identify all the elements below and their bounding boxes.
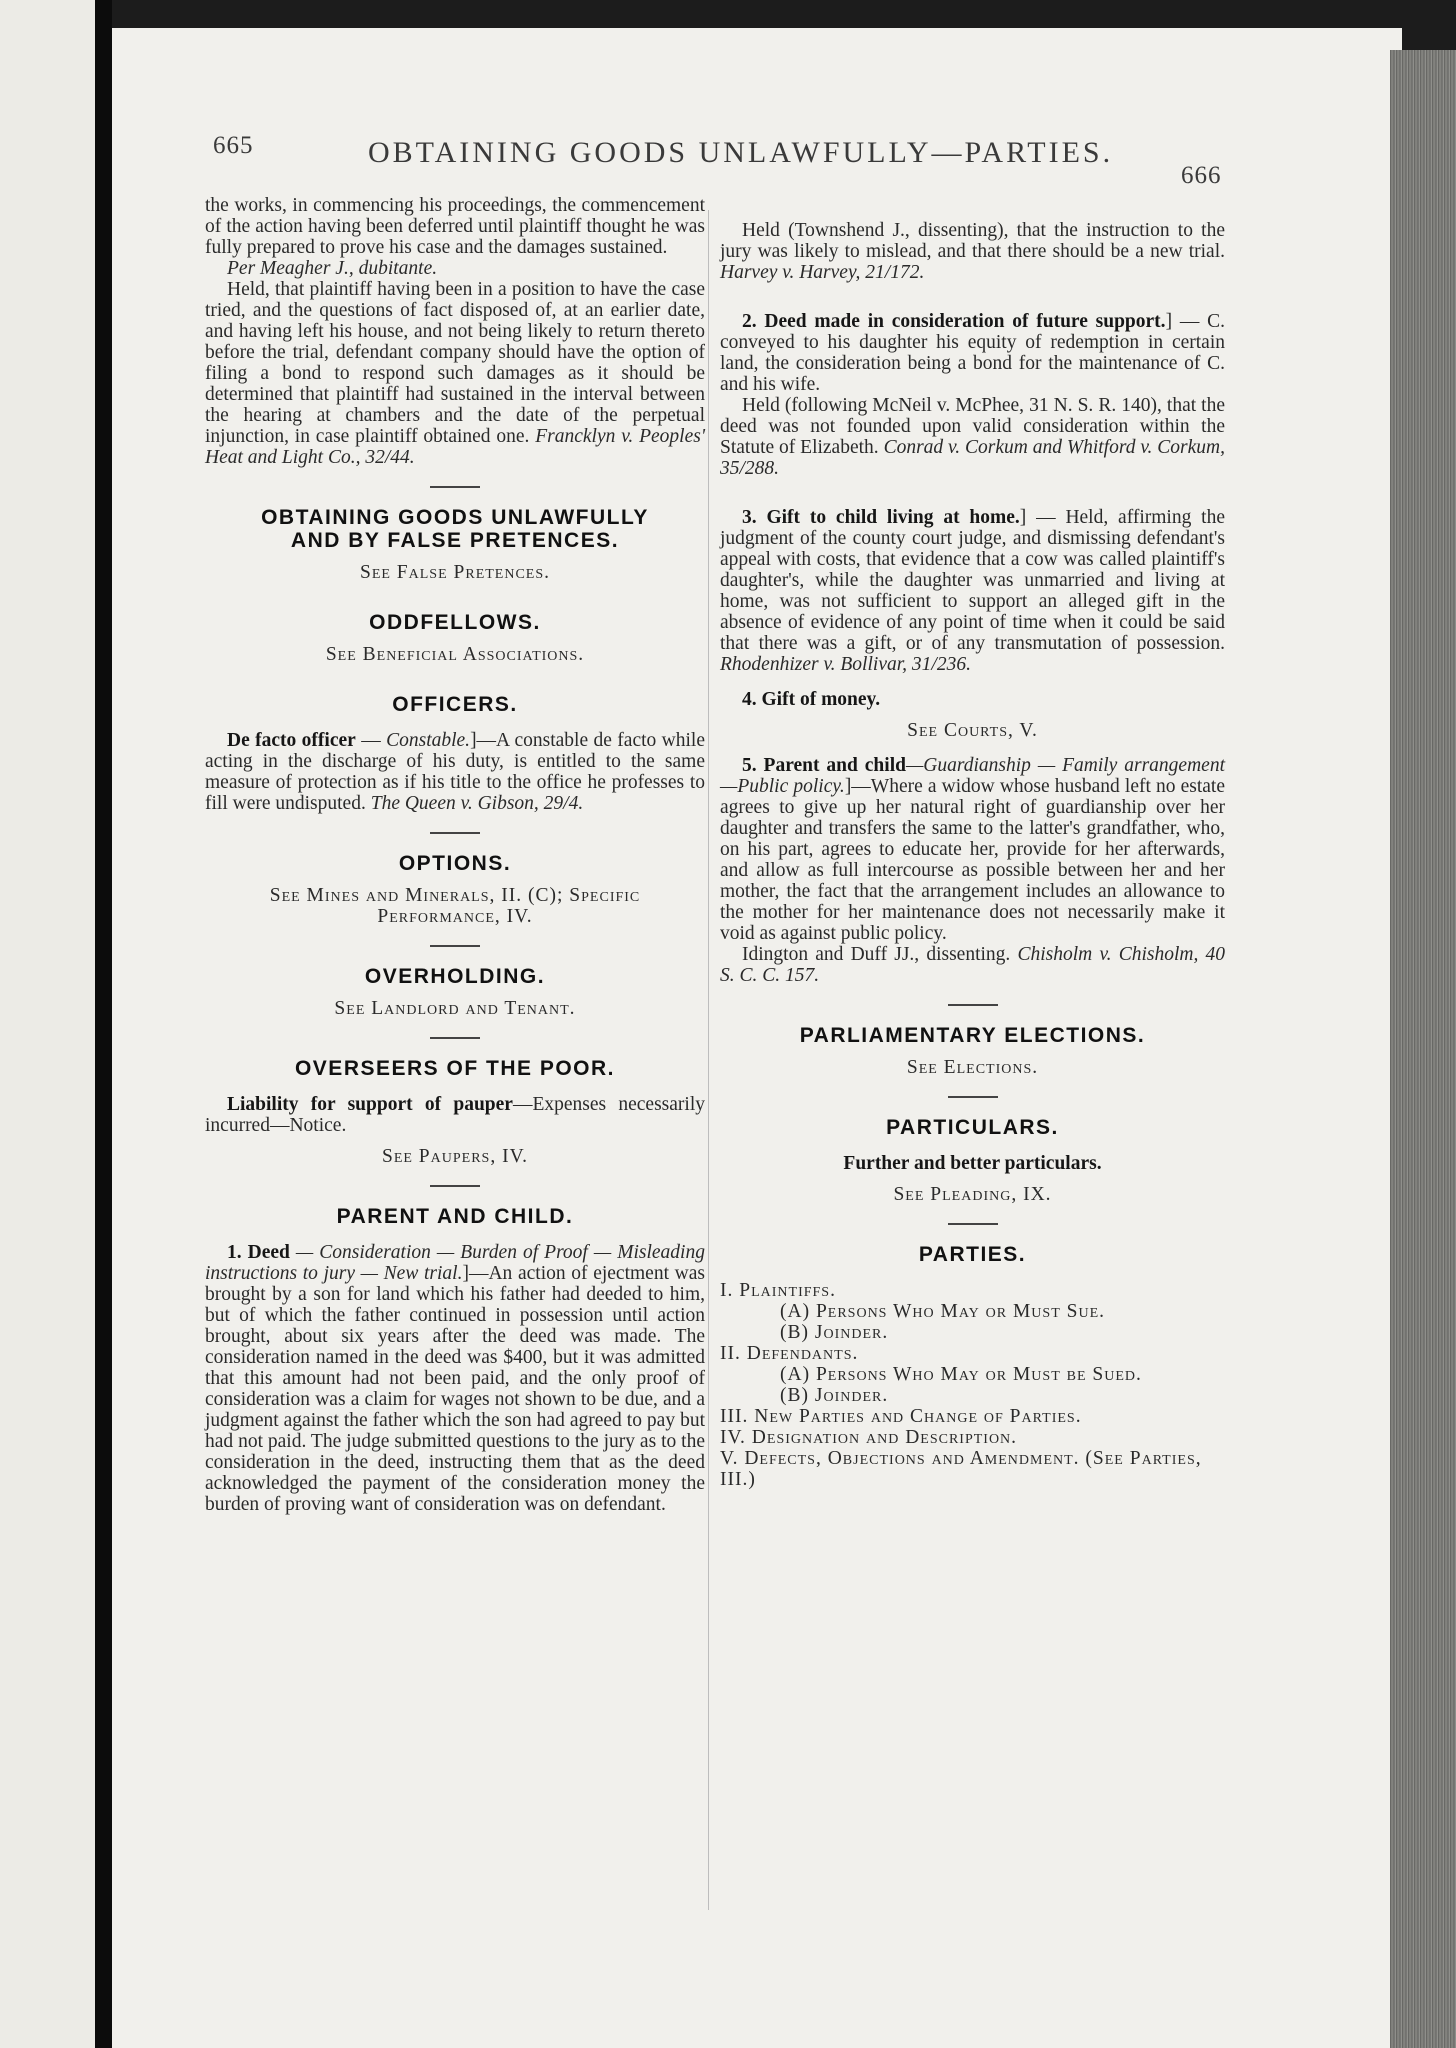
section-rule: [430, 832, 480, 834]
officers-entry: De facto officer — Constable.]—A constable de facto while acting in the discharge of his duty, is entitled to the same measure of protection as if his title to the office he professes to fill were undisputed. The Queen v. Gibson, 29/4.: [205, 730, 705, 814]
toc-item: (A) Persons Who May or Must Sue.: [780, 1301, 1106, 1322]
overseers-entry: Liability for support of pauper—Expenses necessarily incurred—Notice.: [205, 1094, 705, 1136]
heading-particulars: PARTICULARS.: [886, 1116, 1059, 1139]
heading-oddfellows: ODDFELLOWS.: [369, 611, 541, 634]
section-rule: [430, 486, 480, 488]
per-meagher-note: Per Meagher J., dubitante.: [227, 258, 438, 279]
toc-item: II. Defendants.: [720, 1343, 859, 1364]
deed-future-support-held: Held (following McNeil v. McPhee, 31 N. S. R. 140), that the deed was not founded upon valid consideration within the Statute of Elizabeth. Conrad v. Corkum and Whitford v. Corkum, 35/288.: [720, 395, 1225, 479]
parties-contents: [720, 1280, 1225, 1490]
see-reference: See Beneficial Associations.: [325, 644, 585, 665]
see-reference: See Courts, V.: [907, 720, 1038, 741]
heading-overholding: OVERHOLDING.: [364, 965, 546, 988]
running-head: OBTAINING GOODS UNLAWFULLY—PARTIES.: [368, 136, 1114, 169]
heading-overseers: OVERSEERS OF THE POOR.: [294, 1057, 616, 1080]
column-divider: [708, 210, 709, 1910]
heading-parties: PARTIES.: [918, 1243, 1027, 1266]
section-rule: [948, 1096, 998, 1098]
section-rule: [430, 1185, 480, 1187]
left-column: [205, 195, 705, 1515]
held-townshend-paragraph: Held (Townshend J., dissenting), that the instruction to the jury was likely to mislead, and that there should be a new trial. Harvey v. Harvey, 21/172.: [720, 220, 1225, 283]
see-reference: See Paupers, IV.: [381, 1146, 529, 1167]
page-number-right: 666: [1181, 162, 1222, 189]
book-page-edges: [1390, 50, 1456, 2048]
toc-item: I. Plaintiffs.: [720, 1280, 836, 1301]
toc-item: IV. Designation and Description.: [720, 1427, 1018, 1448]
carry-over-paragraph: the works, in commencing his proceedings, the commencement of the action having been deferred until plaintiff thought he was fully prepared to prove his case and the damages sustained.: [205, 195, 705, 258]
toc-item: III. New Parties and Change of Parties.: [720, 1406, 1082, 1427]
see-reference: See Landlord and Tenant.: [334, 998, 576, 1019]
deed-future-support-entry: 2. Deed made in consideration of future support.] — C. conveyed to his daughter his equity of redemption in certain land, the consideration being a bond for the maintenance of C. and his wife.: [720, 311, 1226, 395]
see-reference: See Pleading, IX.: [893, 1184, 1052, 1205]
book-gutter: [95, 0, 112, 2048]
see-reference: See Mines and Minerals, II. (C); Specific Performance, IV.: [269, 885, 641, 927]
right-column: [720, 220, 1225, 1490]
section-rule: [430, 945, 480, 947]
section-rule: [948, 1004, 998, 1006]
heading-officers: OFFICERS.: [392, 693, 518, 716]
gift-to-child-entry: 3. Gift to child living at home.] — Held, affirming the judgment of the county court judge, and dismissing defendant's appeal with costs, that evidence that a cow was called plaintiff's daughter's, while the daughter was unmarried and living at home, was not sufficient to support an alleged gift in the absence of evidence of any point of time when it could be said that there was a gift, or of any transmutation of possession. Rhodenhizer v. Bollivar, 31/236.: [720, 507, 1225, 675]
toc-item: (B) Joinder.: [780, 1385, 889, 1406]
held-paragraph: Held, that plaintiff having been in a position to have the case tried, and the questions of fact disposed of, at an earlier date, and having left his house, and not being likely to return thereto before the trial, defendant company should have the option of filing a bond to respond such damages as it should be determined that plaintiff had sustained in the interval between the hearing at chambers and the date of the perpetual injunction, in case plaintiff obtained one. Francklyn v. Peoples' Heat and Light Co., 32/44.: [205, 279, 706, 468]
deed-entry: 1. Deed — Consideration — Burden of Proof — Misleading instructions to jury — New trial.]—An action of ejectment was brought by a son for land which his father had deeded to him, but of which the father continued in possession until action brought, about six years after the deed was made. The consideration named in the deed was $400, but it was admitted that this amount had not been paid, and the only proof of consideration was a claim for wages not shown to be due, and a judgment against the father which the son had agreed to pay but had not paid. The judge submitted questions to the jury as to the consideration in the deed, instructing them that as the deed acknowledged the payment of the consideration money the burden of proving want of consideration was on defendant.: [205, 1242, 705, 1515]
heading-parent-and-child: PARENT AND CHILD.: [336, 1205, 574, 1228]
toc-item: (B) Joinder.: [780, 1322, 889, 1343]
gift-of-money-entry: 4. Gift of money.: [742, 689, 881, 710]
heading-parliamentary-elections: PARLIAMENTARY ELECTIONS.: [799, 1024, 1146, 1047]
heading-obtaining-goods: OBTAINING GOODS UNLAWFULLY AND BY FALSE PRETENCES.: [261, 506, 649, 552]
heading-options: OPTIONS.: [398, 852, 512, 875]
toc-item: V. Defects, Objections and Amendment. (See Parties, III.): [720, 1448, 1202, 1490]
facing-page-edge: [0, 0, 95, 2048]
page-number-left: 665: [213, 132, 254, 159]
parent-child-entry: 5. Parent and child—Guardianship — Family arrangement—Public policy.]—Where a widow whose husband left no estate agrees to give up her natural right of guardianship over her daughter and transfers the same to the latter's grandfather, who, on his part, agrees to educate her, provide for her afterwards, and allow as full intercourse as possible between her and her mother, the fact that the arrangement includes an allowance to the mother for her maintenance does not necessarily make it void as against public policy.: [720, 755, 1226, 944]
particulars-subheading: Further and better particulars.: [843, 1153, 1102, 1174]
section-rule: [948, 1223, 998, 1225]
parent-child-dissent: Idington and Duff JJ., dissenting. Chisholm v. Chisholm, 40 S. C. C. 157.: [720, 944, 1226, 986]
toc-item: (A) Persons Who May or Must be Sued.: [780, 1364, 1142, 1385]
see-reference: See Elections.: [906, 1057, 1039, 1078]
section-rule: [430, 1037, 480, 1039]
see-reference: See False Pretences.: [359, 562, 551, 583]
